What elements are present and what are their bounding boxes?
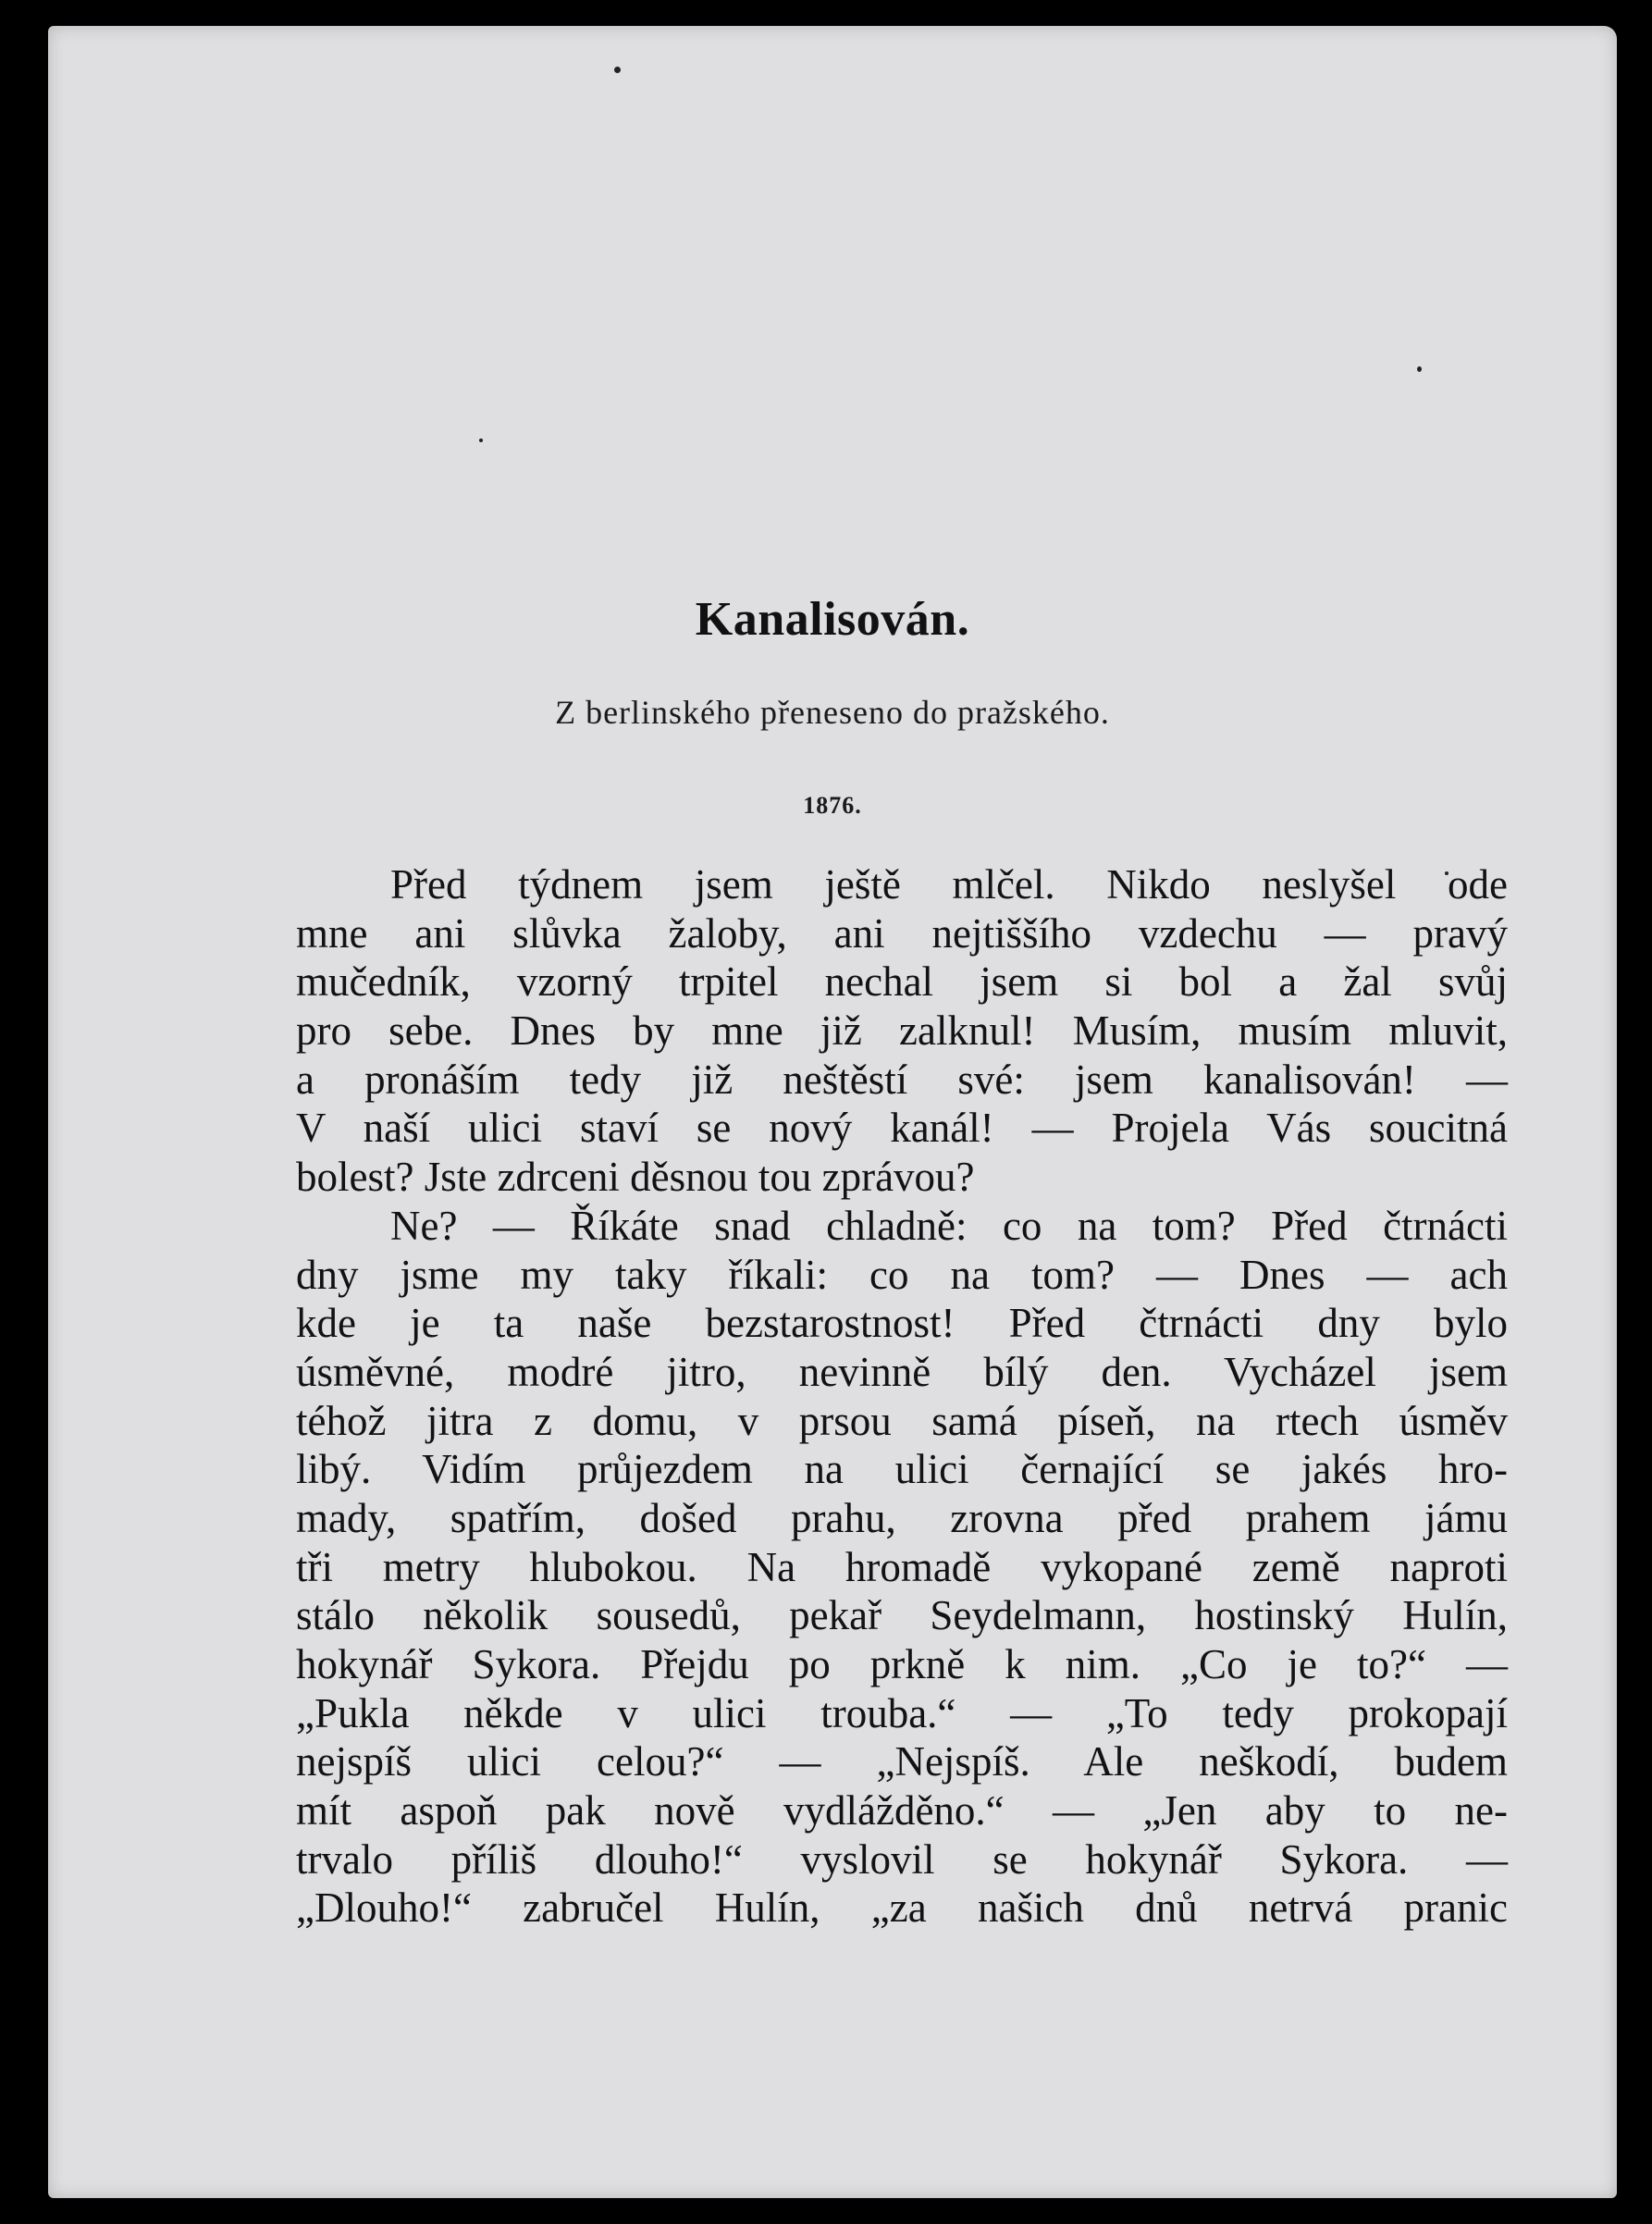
text-line: nejspíš ulici celou?“ — „Nejspíš. Ale neškodí, budem bbox=[296, 1738, 1508, 1785]
text-line: téhož jitra z domu, v prsou samá píseň, na rtech úsměv bbox=[296, 1397, 1508, 1444]
text-line: bolest? Jste zdrceni děsnou tou zprávou? bbox=[296, 1154, 975, 1201]
scan-speck bbox=[1417, 366, 1422, 372]
chapter-year: 1876. bbox=[803, 792, 862, 819]
text-line: pro sebe. Dnes by mne již zalknul! Musím, musím mluvit, bbox=[296, 1007, 1508, 1055]
text-line: libý. Vidím průjezdem na ulici černající se jakés hro- bbox=[296, 1446, 1508, 1493]
scan-speck bbox=[614, 67, 621, 73]
body-text bbox=[296, 860, 1508, 1933]
text-line: Ne? — Říkáte snad chladně: co na tom? Před čtrnácti bbox=[390, 1202, 1508, 1249]
text-line: trvalo příliš dlouho!“ vyslovil se hokynář Sykora. — bbox=[296, 1835, 1508, 1883]
text-line: stálo několik sousedů, pekař Seydelmann, hostinský Hulín, bbox=[296, 1592, 1508, 1639]
text-line: mučedník, vzorný trpitel nechal jsem si bol a žal svůj bbox=[296, 958, 1508, 1006]
text-line: mady, spatřím, došed prahu, zrovna před prahem jámu bbox=[296, 1494, 1508, 1541]
text-line: „Dlouho!“ zabručel Hulín, „za našich dnů netrvá pranic bbox=[296, 1884, 1508, 1932]
chapter-title: Kanalisován. bbox=[695, 593, 970, 646]
text-line: mne ani slůvka žaloby, ani nejtiššího vzdechu — pravý bbox=[296, 909, 1508, 957]
scan-speck bbox=[479, 439, 483, 442]
text-line: kde je ta naše bezstarostnost! Před čtrnácti dny bylo bbox=[296, 1300, 1508, 1347]
text-line: a pronáším tedy již neštěstí své: jsem kanalisován! — bbox=[296, 1056, 1508, 1103]
text-line: „Pukla někde v ulici trouba.“ — „To tedy prokopají bbox=[296, 1689, 1508, 1736]
text-line: V naší ulici staví se nový kanál! — Projela Vás soucitná bbox=[296, 1105, 1508, 1152]
text-line: Před týdnem jsem ještě mlčel. Nikdo neslyšel ode bbox=[390, 861, 1508, 908]
text-line: tři metry hlubokou. Na hromadě vykopané země naproti bbox=[296, 1543, 1508, 1590]
text-line: dny jsme my taky říkali: co na tom? — Dnes — ach bbox=[296, 1251, 1508, 1298]
text-line: hokynář Sykora. Přejdu po prkně k nim. „Co je to?“ — bbox=[296, 1641, 1508, 1687]
text-line: mít aspoň pak nově vydlážděno.“ — „Jen aby to ne- bbox=[296, 1787, 1508, 1835]
chapter-subtitle: Z berlinského přeneseno do pražského. bbox=[555, 694, 1110, 731]
text-line: úsměvné, modré jitro, nevinně bílý den. Vycházel jsem bbox=[296, 1348, 1508, 1395]
book-page bbox=[48, 26, 1617, 2198]
